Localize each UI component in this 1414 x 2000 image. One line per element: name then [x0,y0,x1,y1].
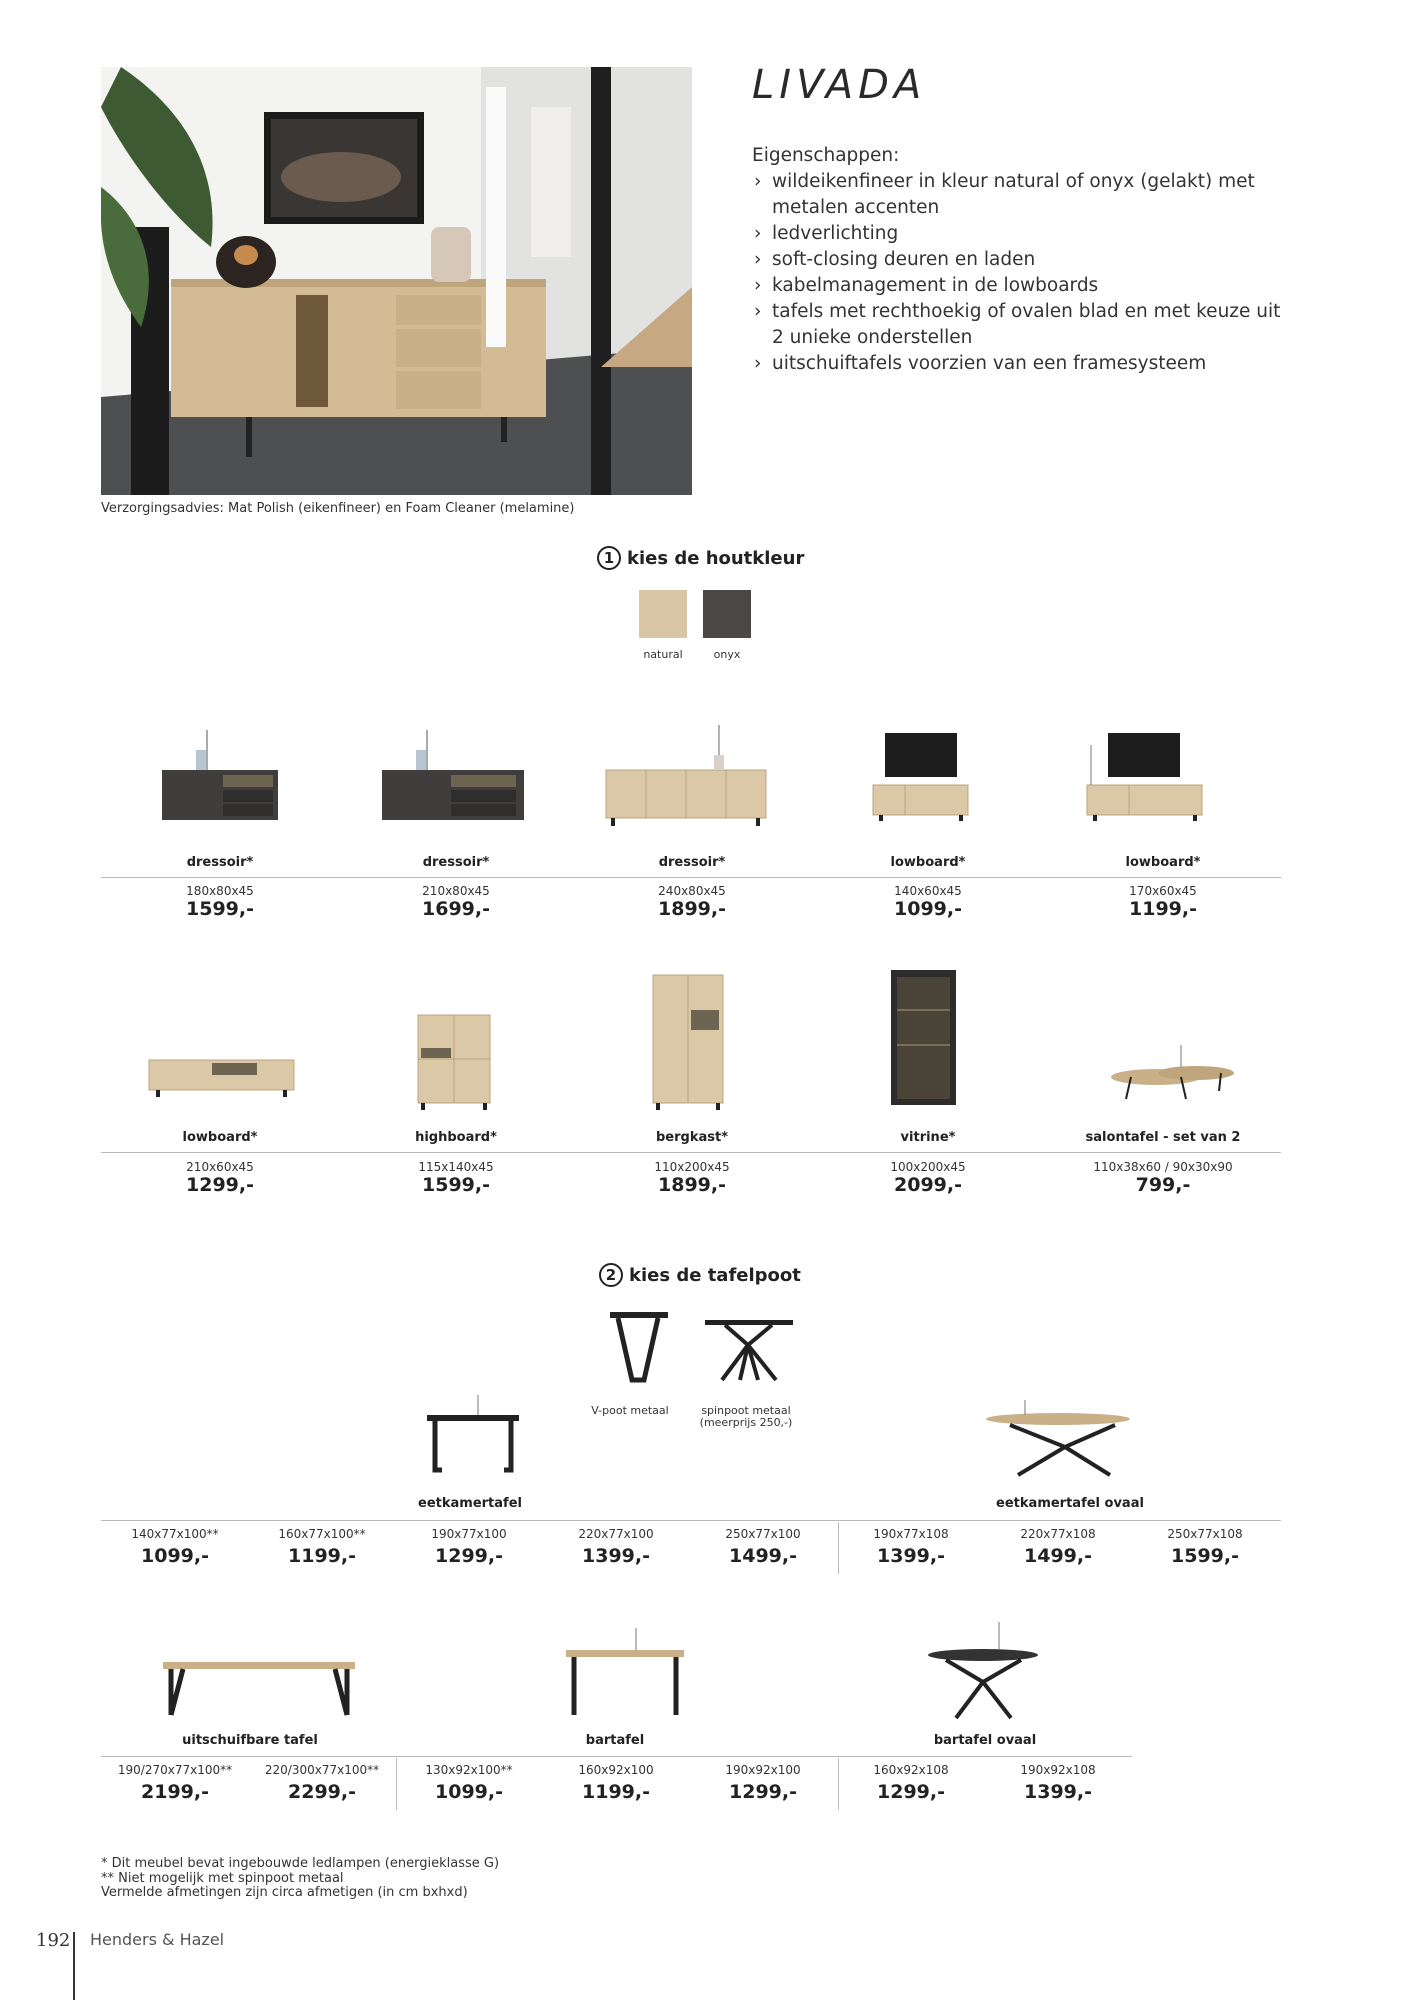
step-1-heading [597,546,804,570]
product-dimensions: 140x60x45 [894,884,962,898]
salontafel-image [1111,1045,1234,1099]
price-cell [689,1527,837,1567]
product-price: 1599,- [186,898,254,920]
price-cell [248,1527,396,1567]
table-dimensions: 190x92x108 [1020,1763,1096,1777]
product-lowboard-170 [1045,855,1281,870]
product-info [102,884,338,920]
swatch-natural[interactable] [639,590,687,638]
table-name: uitschuifbare tafel [182,1733,318,1748]
v-poot-image [610,1312,668,1380]
product-salontafel [1045,1130,1281,1145]
product-info [338,884,574,920]
property-item: › soft-closing deuren en laden [752,247,1292,273]
dressoir-image [162,730,278,820]
page-title: LIVADA [752,62,927,108]
table-price: 1399,- [1024,1781,1092,1803]
divider [101,1756,1132,1757]
divider [101,877,1281,878]
table-name: bartafel ovaal [933,1733,1037,1748]
row2-product-images [101,965,1281,1115]
brand-name: Henders & Hazel [90,1930,225,1949]
dining-tables-images [400,1385,1150,1485]
product-price: 1599,- [422,1174,490,1196]
footnote: ** Niet mogelijk met spinpoot metaal [101,1870,344,1886]
eetkamertafel-image [427,1395,519,1470]
table-price: 1099,- [141,1545,209,1567]
table-dimensions: 220x77x100 [578,1527,654,1541]
product-name: highboard* [415,1130,497,1145]
property-item: › tafels met rechthoekig of ovalen blad en met keuze uit 2 unieke onderstellen [752,299,1292,351]
footnotes [101,1857,499,1901]
table-dimensions: 160x77x100** [278,1527,366,1541]
product-dimensions: 240x80x45 [658,884,726,898]
table-dimensions: 250x77x100 [725,1527,801,1541]
product-name: dressoir* [658,855,726,870]
step-2-heading [599,1263,801,1287]
product-dressoir-210 [338,855,574,870]
price-cell [984,1527,1132,1567]
product-dimensions: 100x200x45 [890,1160,966,1174]
step-number: 1 [597,546,621,570]
table-price: 2299,- [288,1781,356,1803]
highboard-image [418,1015,490,1110]
table-dimensions: 190x77x108 [873,1527,949,1541]
step-label: kies de houtkleur [627,547,805,569]
table-price: 1499,- [1024,1545,1092,1567]
price-cell [837,1527,985,1567]
product-price: 799,- [1135,1174,1191,1196]
page-number: 192 [36,1930,71,1951]
price-cell [101,1527,249,1567]
footer-rule [73,1932,75,2000]
product-info [810,884,1046,920]
swatch-label: natural [643,648,683,661]
product-dimensions: 210x80x45 [422,884,490,898]
product-bergkast [574,1130,810,1145]
table-dimensions: 160x92x100 [578,1763,654,1777]
leg-label: V-poot metaal [591,1404,669,1417]
product-vitrine [810,1130,1046,1145]
table-price: 1399,- [877,1545,945,1567]
table-dimensions: 130x92x100** [425,1763,513,1777]
lowboard-image [1087,733,1202,821]
product-info [810,1160,1046,1196]
table-price: 1499,- [729,1545,797,1567]
product-info [1045,884,1281,920]
table-price: 1399,- [582,1545,650,1567]
product-name: lowboard* [182,1130,258,1145]
leg-label: (meerprijs 250,-) [699,1416,793,1429]
product-name: lowboard* [890,855,966,870]
product-dressoir-240 [574,855,810,870]
bartafel-ovaal-image [928,1622,1038,1718]
lowboard-image [149,1060,294,1097]
product-name: dressoir* [186,855,254,870]
step-number: 2 [599,1263,623,1287]
table-price: 1299,- [877,1781,945,1803]
product-info [574,1160,810,1196]
table-dimensions: 220x77x108 [1020,1527,1096,1541]
divider [101,1152,1281,1153]
properties-block [752,143,1292,377]
product-dimensions: 110x38x60 / 90x30x90 [1093,1160,1233,1174]
spinpoot-image [705,1320,793,1380]
product-dimensions: 170x60x45 [1129,884,1197,898]
product-price: 2099,- [894,1174,962,1196]
table-name: bartafel [585,1733,645,1748]
table-dimensions: 140x77x100** [131,1527,219,1541]
price-cell [689,1763,837,1803]
price-cell [1131,1527,1279,1567]
product-dressoir-180 [102,855,338,870]
product-price: 1699,- [422,898,490,920]
table-price: 1299,- [729,1781,797,1803]
vitrine-image [891,970,956,1105]
product-price: 1899,- [658,898,726,920]
leg-label: spinpoot metaal [701,1404,791,1417]
product-highboard [338,1130,574,1145]
product-dimensions: 115x140x45 [418,1160,494,1174]
product-info [102,1160,338,1196]
product-info [338,1160,574,1196]
table-dimensions: 250x77x108 [1167,1527,1243,1541]
product-info [574,884,810,920]
product-price: 1299,- [186,1174,254,1196]
product-name: dressoir* [422,855,490,870]
table-dimensions: 190/270x77x100** [117,1763,233,1777]
product-price: 1199,- [1129,898,1197,920]
table-name: eetkamertafel ovaal [996,1496,1144,1511]
price-cell [542,1527,690,1567]
product-lowboard-210 [102,1130,338,1145]
product-name: bergkast* [655,1130,728,1145]
step-label: kies de tafelpoot [629,1264,801,1286]
price-cell [542,1763,690,1803]
uitschuifbare-tafel-image [163,1662,355,1715]
product-info [1045,1160,1281,1196]
property-item: › kabelmanagement in de lowboards [752,273,1292,299]
divider [101,1520,1281,1521]
product-lowboard-140 [810,855,1046,870]
product-name: salontafel - set van 2 [1085,1130,1241,1145]
dressoir-image [606,725,766,826]
table-dimensions: 220/300x77x100** [264,1763,380,1777]
footnote: Vermelde afmetingen zijn circa afmetigen (in cm bxhxd) [101,1885,468,1900]
table-dimensions: 160x92x108 [873,1763,949,1777]
table-price: 1199,- [288,1545,356,1567]
care-advice: Verzorgingsadvies: Mat Polish (eikenfineer) en Foam Cleaner (melamine) [101,501,575,516]
product-price: 1099,- [894,898,962,920]
table-name: eetkamertafel [418,1496,522,1511]
table-price: 1599,- [1171,1545,1239,1567]
product-dimensions: 110x200x45 [654,1160,730,1174]
bartafel-image [566,1628,684,1715]
product-price: 1899,- [658,1174,726,1196]
price-cell [395,1763,543,1803]
table-price: 1199,- [582,1781,650,1803]
row1-product-images [101,705,1281,845]
property-item: › ledverlichting [752,221,1292,247]
table-price: 1099,- [435,1781,503,1803]
hero-photo [101,67,692,495]
bergkast-image [653,975,723,1110]
bar-tables-images [101,1610,1101,1720]
table-dimensions: 190x92x100 [725,1763,801,1777]
swatch-onyx[interactable] [703,590,751,638]
swatch-label: onyx [713,648,741,661]
price-cell [395,1527,543,1567]
product-name: lowboard* [1125,855,1201,870]
product-name: vitrine* [900,1130,956,1145]
footnote: * Dit meubel bevat ingebouwde ledlampen (energieklasse G) [101,1856,500,1871]
product-dimensions: 210x60x45 [186,1160,254,1174]
table-price: 2199,- [141,1781,209,1803]
property-item: › uitschuiftafels voorzien van een framesysteem [752,351,1292,377]
table-price: 1299,- [435,1545,503,1567]
leg-options-images [600,1300,800,1392]
properties-heading: Eigenschappen: [752,145,900,166]
price-cell [101,1763,249,1803]
eetkamertafel-ovaal-image [986,1400,1130,1475]
table-dimensions: 190x77x100 [431,1527,507,1541]
product-dimensions: 180x80x45 [186,884,254,898]
lowboard-image [873,733,968,821]
price-cell [837,1763,985,1803]
property-item: › wildeikenfineer in kleur natural of onyx (gelakt) met metalen accenten [752,169,1292,221]
dressoir-image [382,730,524,820]
price-cell [984,1763,1132,1803]
price-cell [248,1763,396,1803]
